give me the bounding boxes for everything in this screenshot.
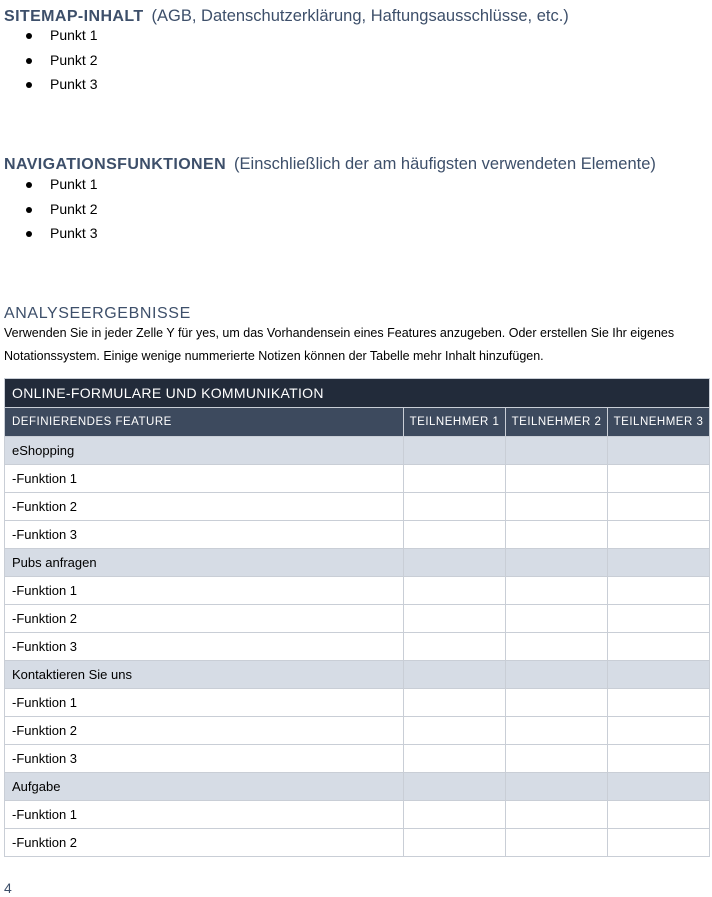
column-header-participant-1: TEILNEHMER 1 — [404, 408, 506, 437]
participant-cell[interactable] — [404, 689, 506, 717]
bullet-icon — [26, 58, 32, 64]
participant-cell[interactable] — [404, 605, 506, 633]
feature-cell: -Funktion 1 — [5, 689, 404, 717]
list-item — [0, 23, 97, 48]
participant-cell[interactable] — [506, 493, 608, 521]
bullet-icon — [26, 182, 32, 188]
table-row — [5, 689, 710, 717]
list-item — [0, 221, 97, 246]
table-row — [5, 493, 710, 521]
participant-cell[interactable] — [506, 717, 608, 745]
analysis-title: ANALYSEERGEBNISSE — [4, 305, 191, 322]
feature-cell: -Funktion 1 — [5, 577, 404, 605]
participant-cell[interactable] — [506, 661, 608, 689]
participant-cell[interactable] — [608, 605, 710, 633]
table-row — [5, 745, 710, 773]
participant-cell[interactable] — [608, 437, 710, 465]
participant-cell[interactable] — [608, 829, 710, 857]
analysis-table — [4, 378, 710, 857]
feature-cell: -Funktion 2 — [5, 493, 404, 521]
list-item-label: Punkt 3 — [50, 225, 98, 242]
list-item — [0, 72, 97, 97]
sitemap-title: SITEMAP-INHALT — [4, 8, 144, 25]
table-row — [5, 549, 710, 577]
table-row — [5, 661, 710, 689]
participant-cell[interactable] — [506, 745, 608, 773]
table-row — [5, 605, 710, 633]
navigation-subtitle: (Einschließlich der am häufigsten verwendeten Elemente) — [234, 155, 656, 173]
participant-cell[interactable] — [404, 745, 506, 773]
table-row — [5, 465, 710, 493]
participant-cell[interactable] — [506, 829, 608, 857]
navigation-heading — [4, 148, 656, 176]
feature-cell: -Funktion 2 — [5, 829, 404, 857]
bullet-icon — [26, 33, 32, 39]
participant-cell[interactable] — [608, 549, 710, 577]
table-title: ONLINE-FORMULARE UND KOMMUNIKATION — [5, 379, 710, 408]
participant-cell[interactable] — [404, 437, 506, 465]
participant-cell[interactable] — [506, 549, 608, 577]
participant-cell[interactable] — [506, 437, 608, 465]
participant-cell[interactable] — [506, 633, 608, 661]
bullet-icon — [26, 82, 32, 88]
participant-cell[interactable] — [404, 521, 506, 549]
participant-cell[interactable] — [608, 689, 710, 717]
table-row — [5, 437, 710, 465]
feature-cell: eShopping — [5, 437, 404, 465]
column-header-feature: DEFINIERENDES FEATURE — [5, 408, 404, 437]
participant-cell[interactable] — [506, 465, 608, 493]
table-body — [5, 437, 710, 857]
list-item-label: Punkt 1 — [50, 27, 98, 43]
participant-cell[interactable] — [506, 801, 608, 829]
participant-cell[interactable] — [404, 801, 506, 829]
page-number: 4 — [4, 880, 12, 896]
feature-cell: Pubs anfragen — [5, 549, 404, 577]
sitemap-subtitle: (AGB, Datenschutzerklärung, Haftungsausschlüsse, etc.) — [151, 7, 569, 25]
list-item — [0, 48, 97, 73]
participant-cell[interactable] — [608, 773, 710, 801]
analysis-heading — [4, 297, 191, 325]
table-row — [5, 829, 710, 857]
bullet-icon — [26, 231, 32, 237]
column-header-participant-3: TEILNEHMER 3 — [608, 408, 710, 437]
feature-cell: -Funktion 3 — [5, 745, 404, 773]
list-item-label: Punkt 2 — [50, 51, 98, 68]
participant-cell[interactable] — [506, 773, 608, 801]
participant-cell[interactable] — [404, 829, 506, 857]
participant-cell[interactable] — [608, 633, 710, 661]
participant-cell[interactable] — [404, 577, 506, 605]
feature-cell: Aufgabe — [5, 773, 404, 801]
table-row — [5, 577, 710, 605]
participant-cell[interactable] — [404, 549, 506, 577]
participant-cell[interactable] — [404, 773, 506, 801]
participant-cell[interactable] — [506, 577, 608, 605]
navigation-title: NAVIGATIONSFUNKTIONEN — [4, 156, 227, 173]
sitemap-list — [0, 23, 97, 97]
table-row — [5, 633, 710, 661]
participant-cell[interactable] — [608, 717, 710, 745]
table-row — [5, 717, 710, 745]
participant-cell[interactable] — [506, 521, 608, 549]
participant-cell[interactable] — [404, 717, 506, 745]
participant-cell[interactable] — [404, 465, 506, 493]
analysis-intro: Verwenden Sie in jeder Zelle Y für yes, um das Vorhandensein eines Features anzugeben. Oder erstellen Sie Ihr eigenes Notationssystem. Einige wenige nummerierte Notizen können der Tabelle mehr Inhalt hinzufügen. — [4, 326, 675, 363]
bullet-icon — [26, 207, 32, 213]
column-header-participant-2: TEILNEHMER 2 — [506, 408, 608, 437]
list-item-label: Punkt 3 — [50, 76, 98, 93]
list-item — [0, 172, 97, 197]
participant-cell[interactable] — [506, 605, 608, 633]
feature-cell: -Funktion 2 — [5, 717, 404, 745]
participant-cell[interactable] — [608, 465, 710, 493]
table-header-row — [5, 408, 710, 437]
participant-cell[interactable] — [404, 633, 506, 661]
table-row — [5, 801, 710, 829]
list-item-label: Punkt 1 — [50, 176, 98, 192]
table-row — [5, 521, 710, 549]
table-title-row — [5, 379, 710, 408]
list-item — [0, 197, 97, 222]
feature-cell: Kontaktieren Sie uns — [5, 661, 404, 689]
participant-cell[interactable] — [608, 493, 710, 521]
participant-cell[interactable] — [404, 493, 506, 521]
table-row — [5, 773, 710, 801]
feature-cell: -Funktion 3 — [5, 633, 404, 661]
feature-cell: -Funktion 1 — [5, 801, 404, 829]
feature-cell: -Funktion 2 — [5, 605, 404, 633]
participant-cell[interactable] — [608, 801, 710, 829]
participant-cell[interactable] — [608, 745, 710, 773]
participant-cell[interactable] — [608, 661, 710, 689]
participant-cell[interactable] — [506, 689, 608, 717]
feature-cell: -Funktion 3 — [5, 521, 404, 549]
list-item-label: Punkt 2 — [50, 200, 98, 217]
navigation-list — [0, 172, 97, 246]
participant-cell[interactable] — [404, 661, 506, 689]
participant-cell[interactable] — [608, 577, 710, 605]
feature-cell: -Funktion 1 — [5, 465, 404, 493]
participant-cell[interactable] — [608, 521, 710, 549]
